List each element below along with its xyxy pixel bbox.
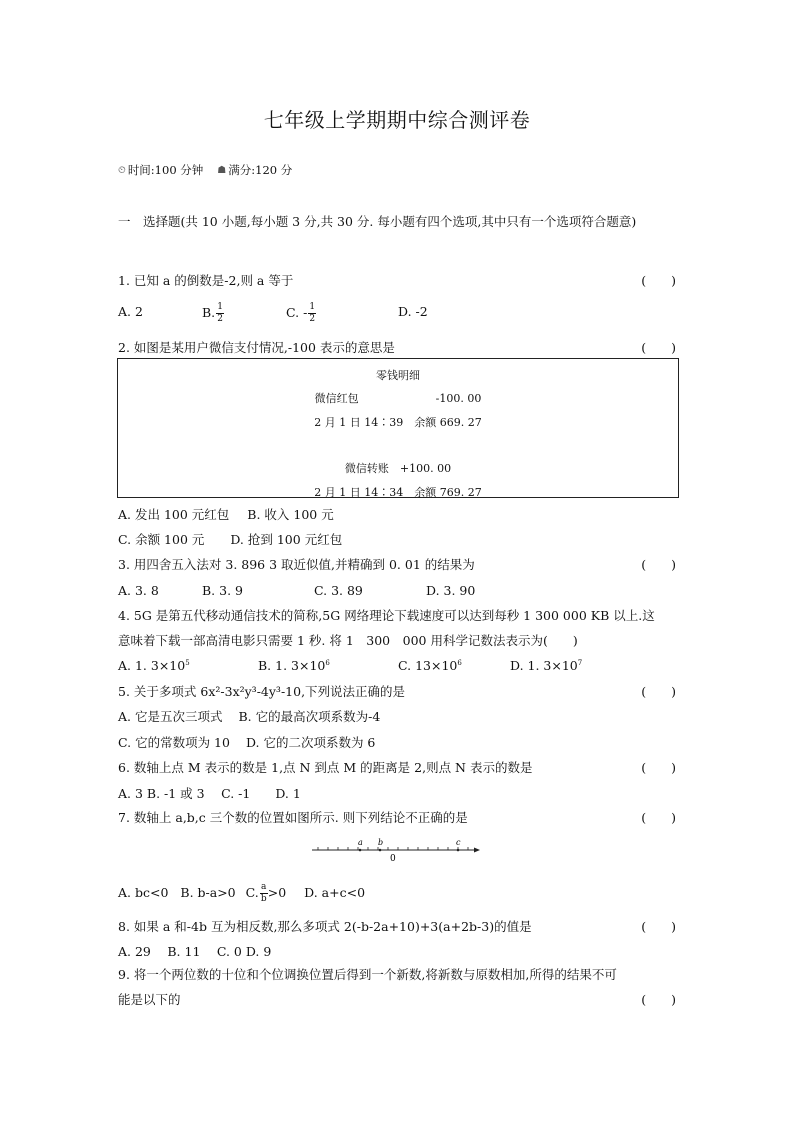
- option-b: B. 1. $3\times 10^6$: [258, 658, 330, 673]
- option-c: C. 余额 100 元: [118, 532, 205, 547]
- point-a: [359, 849, 362, 852]
- question-stem: 能是以下的: [118, 992, 181, 1007]
- option-b: B. 收入 100 元: [247, 507, 334, 522]
- graduation-cap-icon: ☗: [217, 164, 227, 176]
- question-stem: 3. 用四舍五入法对 3. 896 3 取近似值,并精确到 0. 01 的结果为: [118, 557, 475, 572]
- answer-blank: ( ): [641, 810, 676, 825]
- question-2-options-1: [118, 506, 676, 524]
- clock-icon: ⏲: [118, 164, 126, 176]
- question-4-line-2: 意味着下载一部高清电影只需要 1 秒. 将 1 300 000 用科学记数法表示为( ): [118, 633, 578, 648]
- label-zero: 0: [390, 854, 396, 864]
- question-stem: 6. 数轴上点 M 表示的数是 1,点 N 到点 M 的距离是 2,则点 N 表示的数是: [118, 760, 533, 775]
- option-c: C. - $\frac{1}{2}$: [286, 302, 316, 324]
- question-5: [118, 683, 676, 701]
- option-d: D. -2: [398, 304, 428, 319]
- question-8-options: A. 29 B. 11 C. 0 D. 9: [118, 944, 272, 959]
- question-9-line-2: [118, 991, 676, 1009]
- option-d: D. 抢到 100 元红包: [230, 532, 343, 547]
- question-stem: 2. 如图是某用户微信支付情况,-100 表示的意思是: [118, 340, 395, 355]
- question-3: [118, 556, 676, 574]
- question-5-options-1: [118, 708, 676, 726]
- box-title: 零钱明细: [376, 369, 420, 382]
- option-b: B. 它的最高次项系数为-4: [238, 709, 381, 724]
- answer-blank: ( ): [641, 557, 676, 572]
- answer-blank: ( ): [641, 684, 676, 699]
- number-line-figure: [312, 836, 484, 866]
- option-c: C. $13\times 10^6$: [398, 658, 462, 673]
- box-row-4: 2 月 1 日 14∶34 余额 769. 27: [314, 486, 482, 499]
- option-a: A. 发出 100 元红包: [118, 507, 230, 522]
- question-5-options-2: [118, 734, 676, 752]
- page-title: 七年级上学期期中综合测评卷: [263, 108, 531, 132]
- answer-blank: ( ): [641, 273, 676, 288]
- label-c: c: [456, 838, 461, 847]
- wechat-transaction-box: [117, 358, 679, 498]
- label-b: b: [378, 838, 384, 847]
- option-b: B. $\frac{1}{2}$: [202, 302, 224, 324]
- option-d: D. 3. 90: [426, 583, 476, 598]
- option-c: C. $\frac{a}{b}$ >0: [245, 882, 287, 904]
- question-7-options: [118, 883, 676, 904]
- time-limit: 时间:100 分钟: [127, 163, 204, 177]
- option-a: A. bc<0: [118, 885, 169, 900]
- option-d: D. 它的二次项系数为 6: [245, 735, 376, 750]
- question-stem: 8. 如果 a 和-4b 互为相反数,那么多项式 2(-b-2a+10)+3(a+2b-3)的值是: [118, 919, 532, 934]
- option-a: A. 3. 8: [118, 583, 159, 598]
- box-row-2: 2 月 1 日 14∶39 余额 669. 27: [314, 416, 482, 429]
- question-2-options-2: [118, 531, 676, 549]
- box-row-3: 微信转账 +100. 00: [344, 462, 452, 475]
- question-4-line-1: 4. 5G 是第五代移动通信技术的简称,5G 网络理论下载速度可以达到每秒 1 300 000 KB 以上.这: [118, 608, 655, 623]
- option-d: D. 1. $3\times 10^7$: [510, 658, 583, 673]
- question-stem: 7. 数轴上 a,b,c 三个数的位置如图所示. 则下列结论不正确的是: [118, 810, 468, 825]
- option-c: C. 它的常数项为 10: [118, 735, 230, 750]
- point-b: [379, 849, 382, 852]
- question-2: [118, 339, 676, 357]
- option-a: A. 2: [118, 304, 143, 319]
- question-6-options: A. 3 B. -1 或 3 C. -1 D. 1: [118, 786, 301, 801]
- question-7: [118, 809, 676, 827]
- point-c: [457, 849, 460, 852]
- option-c: C. 3. 89: [314, 583, 363, 598]
- question-stem: 1. 已知 a 的倒数是-2,则 a 等于: [118, 273, 294, 288]
- label-a: a: [358, 838, 363, 847]
- option-b: B. 3. 9: [202, 583, 243, 598]
- question-stem: 5. 关于多项式 6x²-3x²y³-4y³-10,下列说法正确的是: [118, 684, 406, 699]
- axis-arrow: [474, 848, 480, 853]
- option-b: B. b-a>0: [180, 885, 236, 900]
- answer-blank: ( ): [641, 760, 676, 775]
- question-9-line-1: 9. 将一个两位数的十位和个位调换位置后得到一个新数,将新数与原数相加,所得的结果不可: [118, 967, 617, 982]
- exam-meta: [118, 162, 292, 178]
- answer-blank: ( ): [641, 340, 676, 355]
- answer-blank: ( ): [641, 919, 676, 934]
- question-1: [118, 272, 676, 290]
- answer-blank: ( ): [641, 992, 676, 1007]
- question-8: [118, 918, 676, 936]
- question-6: [118, 759, 676, 777]
- box-row-1: 微信红包 -100. 00: [314, 392, 482, 405]
- option-d: D. a+c<0: [304, 885, 366, 900]
- section-heading: 一 选择题(共 10 小题,每小题 3 分,共 30 分. 每小题有四个选项,其中只有一个选项符合题意): [118, 214, 637, 229]
- option-a: A. 它是五次三项式: [118, 709, 223, 724]
- full-score: 满分:120 分: [228, 163, 293, 177]
- option-a: A. 1. $3\times 10^5$: [118, 658, 190, 673]
